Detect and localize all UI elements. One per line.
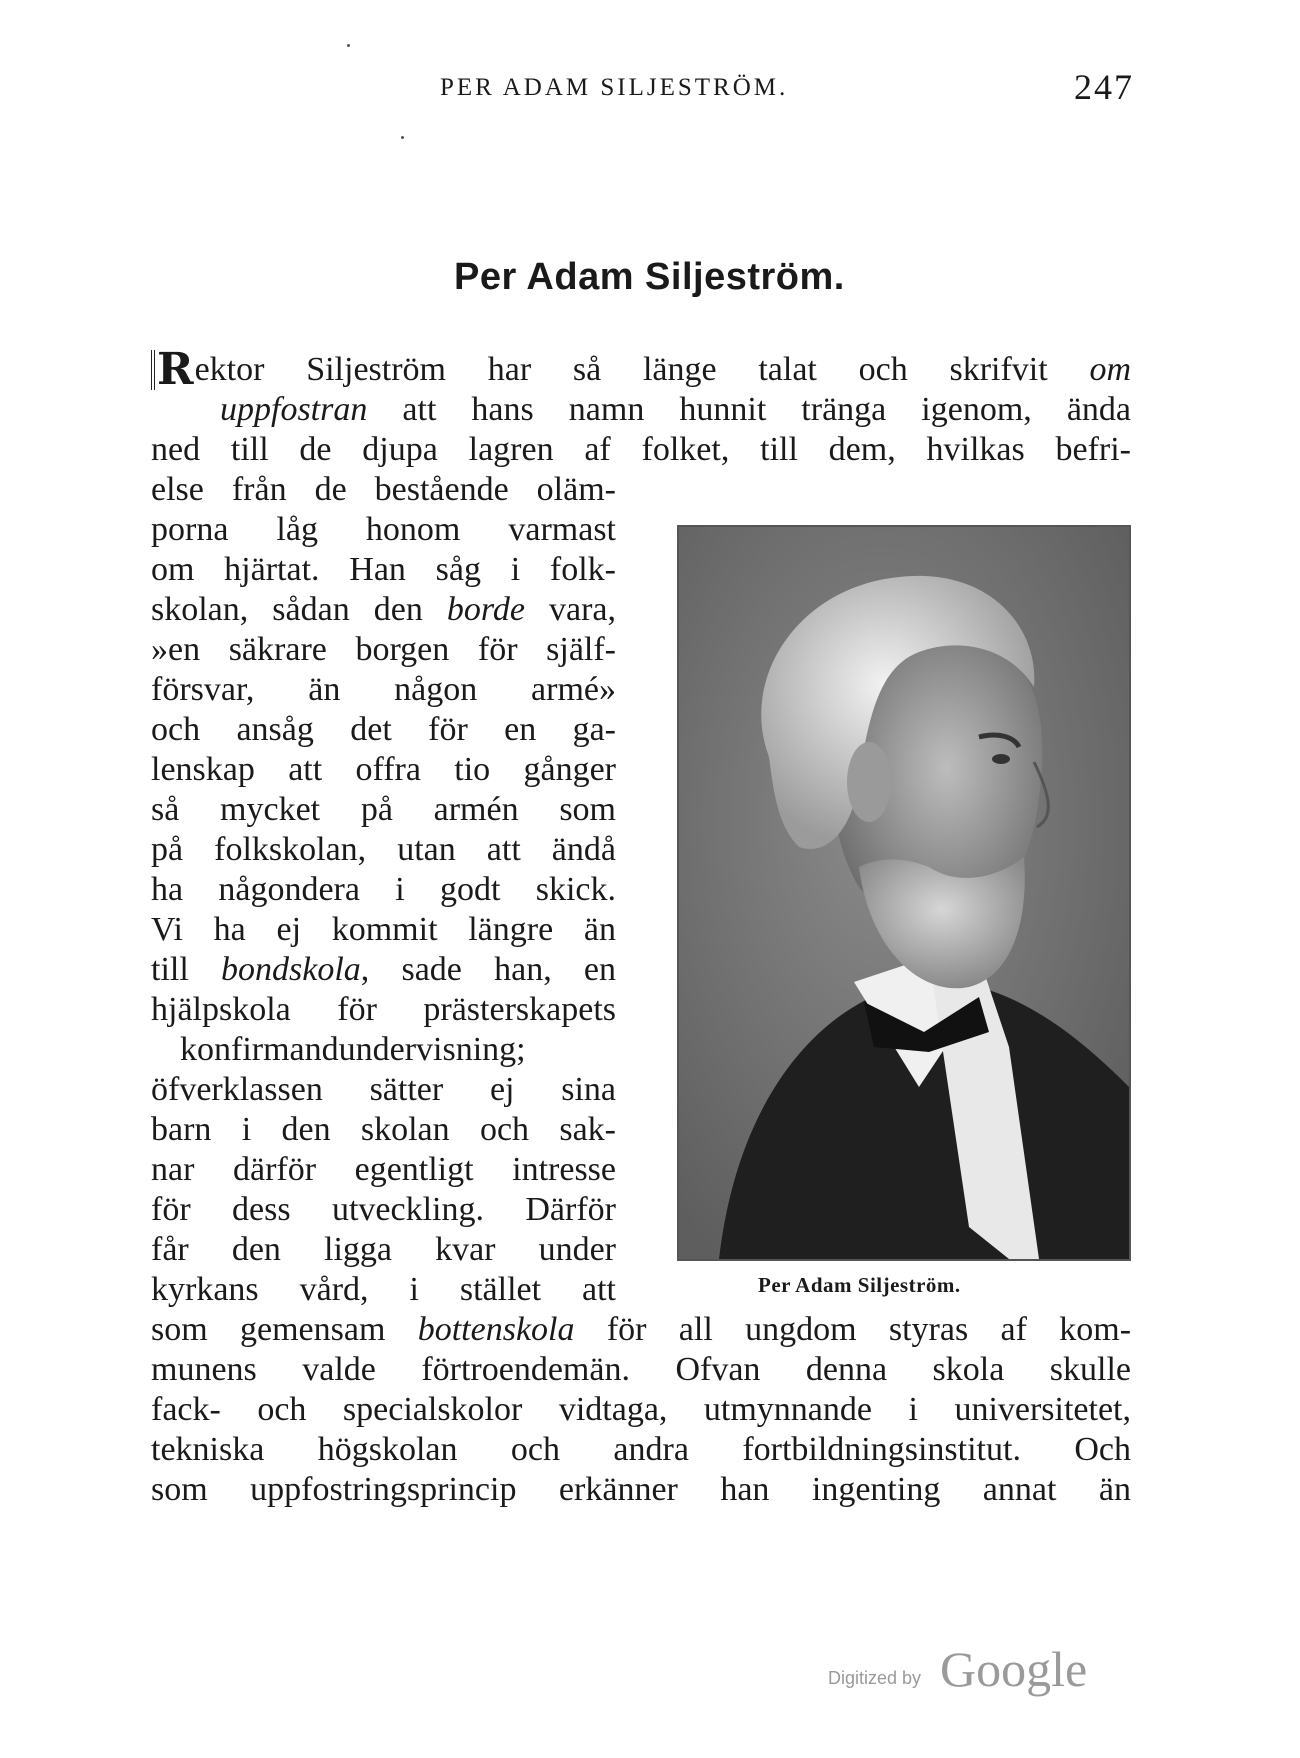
print-speck <box>347 44 350 47</box>
text-line: Rektor Siljeström har så länge talat och skrifvit om <box>151 350 1131 390</box>
portrait-photo <box>677 525 1131 1261</box>
text-line: ha någondera i godt skick. <box>151 871 616 908</box>
text-line: skolan, sådan den borde vara, <box>151 591 617 628</box>
text-line: försvar, än någon armé» <box>151 671 616 708</box>
text-line: else från de bestående oläm- <box>151 471 616 508</box>
text-line: kyrkans vård, i stället att <box>151 1271 616 1308</box>
text-line: uppfostran att hans namn hunnit tränga igenom, ända <box>220 391 1131 428</box>
text-line: ned till de djupa lagren af folket, till dem, hvilkas befri- <box>151 431 1131 468</box>
text-line: som gemensam bottenskola för all ungdom styras af kom- <box>151 1311 1132 1348</box>
text-line: för dess utveckling. Därför <box>151 1191 616 1228</box>
text-line: tekniska högskolan och andra fortbildningsinstitut. Och <box>151 1431 1131 1468</box>
text-line: porna låg honom varmast <box>151 511 616 548</box>
text-line: Vi ha ej kommit längre än <box>151 911 616 948</box>
page-number: 247 <box>1074 67 1134 107</box>
text-line: och ansåg det för en ga- <box>151 711 616 748</box>
eye <box>992 754 1010 764</box>
text-line: konfirmandundervisning; <box>180 1031 526 1068</box>
text-line: »en säkrare borgen för själf- <box>151 631 616 668</box>
text-line: öfverklassen sätter ej sina <box>151 1071 616 1108</box>
portrait-illustration <box>679 527 1129 1259</box>
text-line: får den ligga kvar under <box>151 1231 616 1268</box>
drop-cap: R <box>151 350 194 390</box>
text-line: hjälpskola för prästerskapets <box>151 991 616 1028</box>
text-line: om hjärtat. Han såg i folk- <box>151 551 616 588</box>
figure-caption: Per Adam Siljeström. <box>758 1273 961 1297</box>
article-title: Per Adam Siljeström. <box>454 256 845 298</box>
text-line: på folkskolan, utan att ändå <box>151 831 616 868</box>
text-line: som uppfostringsprincip erkänner han ingenting annat än <box>151 1471 1131 1508</box>
google-watermark: Google <box>940 1641 1088 1697</box>
text-line: munens valde förtroendemän. Ofvan denna skola skulle <box>151 1351 1131 1388</box>
text-line: nar därför egentligt intresse <box>151 1151 616 1188</box>
ear <box>847 742 891 822</box>
text-line: barn i den skolan och sak- <box>151 1111 616 1148</box>
text-line: till bondskola, sade han, en <box>151 951 616 988</box>
text-line: lenskap att offra tio gånger <box>151 751 616 788</box>
text-line: så mycket på armén som <box>151 791 616 828</box>
digitized-by-label: Digitized by <box>828 1668 922 1688</box>
text-line: fack- och specialskolor vidtaga, utmynnande i universitetet, <box>151 1391 1131 1428</box>
running-head: PER ADAM SILJESTRÖM. <box>440 74 789 101</box>
print-speck <box>401 136 404 139</box>
